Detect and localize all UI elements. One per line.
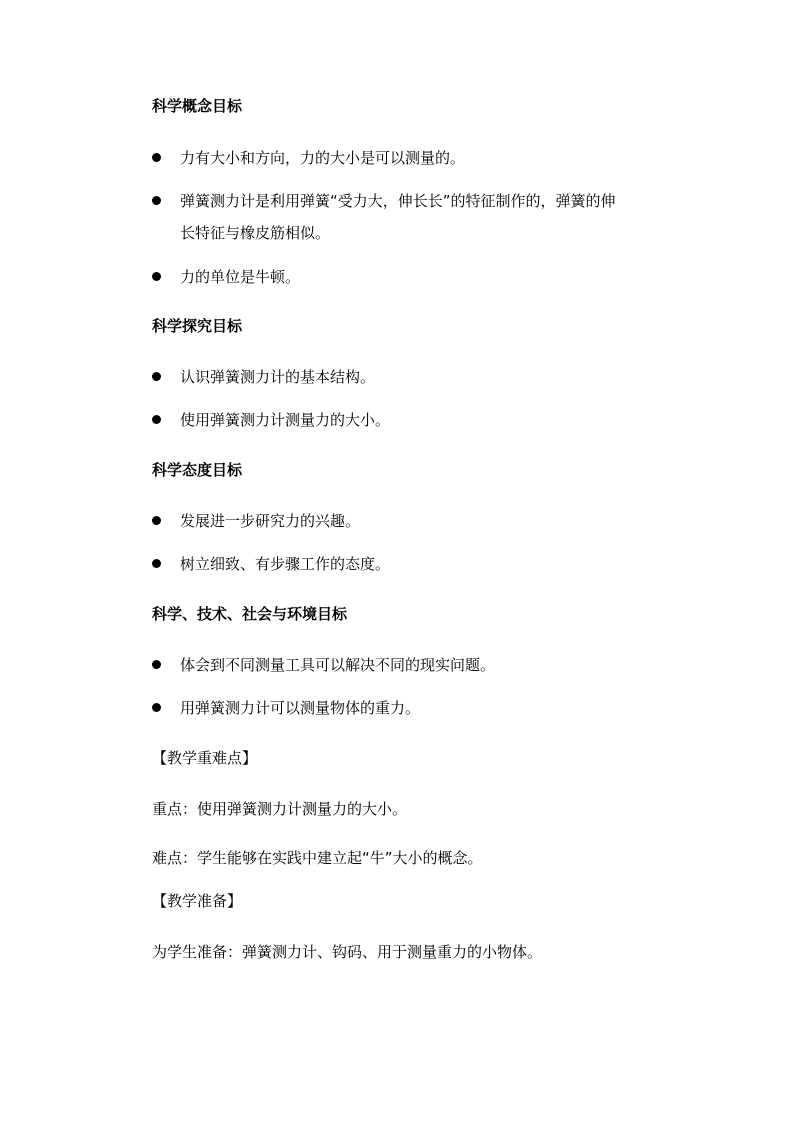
list-item-text-continued: 长特征与橡皮筋相似。 (180, 224, 331, 242)
bullet-icon (152, 196, 161, 205)
list-item-text: 树立细致、有步骤工作的态度。 (180, 555, 391, 573)
key-point-difficulty: 难点：学生能够在实践中建立起“牛”大小的概念。 (152, 849, 483, 867)
bullet-icon (152, 660, 161, 669)
preparation-text: 为学生准备：弹簧测力计、钩码、用于测量重力的小物体。 (152, 943, 543, 961)
bullet-icon (152, 516, 161, 525)
list-item-text: 力有大小和方向，力的大小是可以测量的。 (180, 149, 466, 167)
bullet-icon (152, 153, 161, 162)
bullet-icon (152, 703, 161, 712)
preparation-heading: 【教学准备】 (152, 892, 243, 910)
bullet-icon (152, 372, 161, 381)
section-heading-stse: 科学、技术、社会与环境目标 (152, 605, 348, 623)
list-item-text: 认识弹簧测力计的基本结构。 (180, 368, 376, 386)
bullet-icon (152, 415, 161, 424)
list-item-text: 体会到不同测量工具可以解决不同的现实问题。 (180, 656, 496, 674)
section-heading-inquiry: 科学探究目标 (152, 317, 243, 335)
list-item-text: 使用弹簧测力计测量力的大小。 (180, 411, 391, 429)
list-item-text: 用弹簧测力计可以测量物体的重力。 (180, 699, 421, 717)
section-heading-attitude: 科学态度目标 (152, 461, 243, 479)
bullet-icon (152, 272, 161, 281)
section-heading-concept: 科学概念目标 (152, 97, 243, 115)
key-points-heading: 【教学重难点】 (152, 749, 258, 767)
list-item-text: 力的单位是牛顿。 (180, 268, 301, 286)
key-point-focus: 重点：使用弹簧测力计测量力的大小。 (152, 800, 408, 818)
bullet-icon (152, 559, 161, 568)
list-item-text: 弹簧测力计是利用弹簧“受力大，伸长长”的特征制作的，弹簧的伸 (180, 192, 616, 210)
list-item-text: 发展进一步研究力的兴趣。 (180, 512, 361, 530)
